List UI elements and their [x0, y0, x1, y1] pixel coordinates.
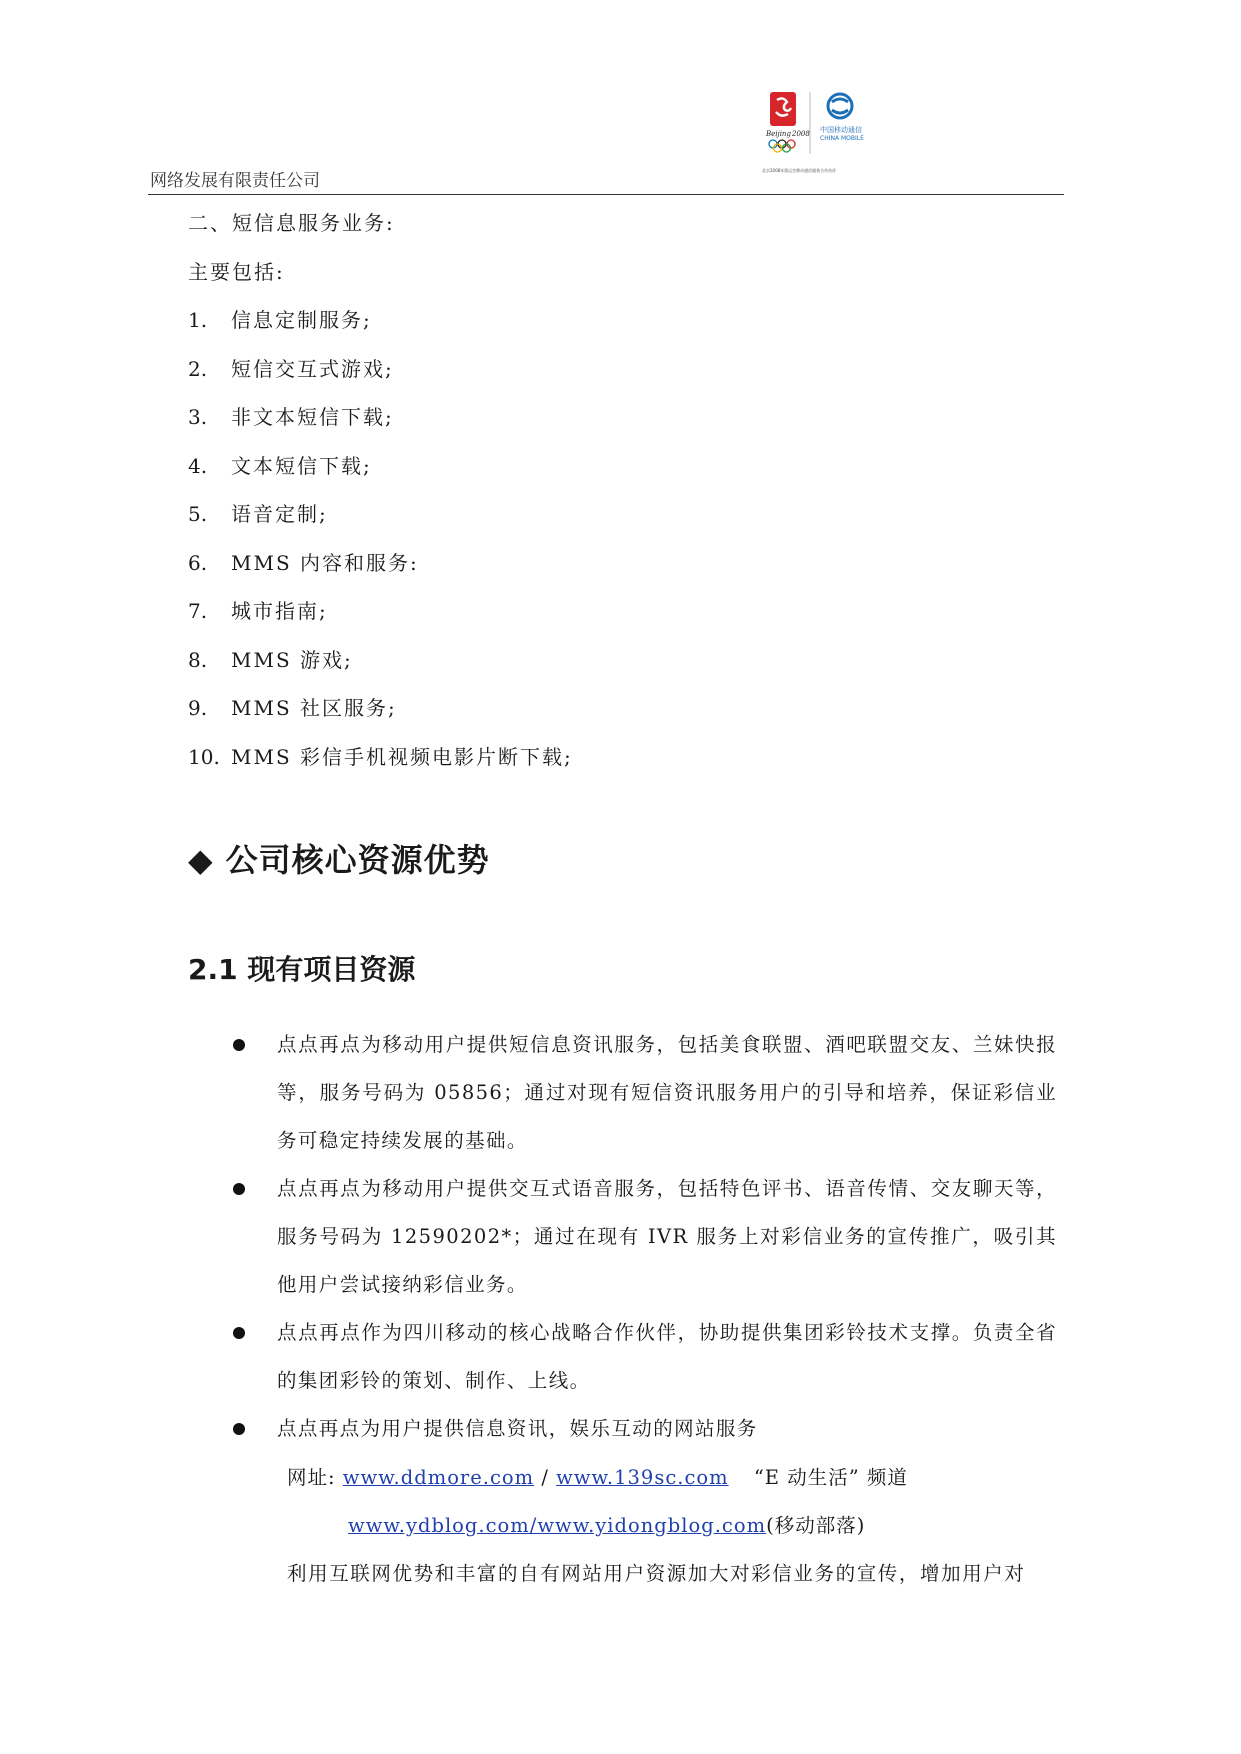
svg-text:CHINA MOBILE: CHINA MOBILE: [820, 135, 864, 142]
sms-section-title: 二、短信息服务业务:: [188, 211, 395, 235]
bullet-paragraph: 点点再点为移动用户提供交互式语音服务，包括特色评书、语音传情、交友聊天等，服务号码为 12590202*；通过在现有 IVR 服务上对彩信业务的宣传推广，吸引其他用户尝试接纳彩信业务。: [277, 1177, 1057, 1296]
list-item: 7. 城市指南;: [188, 599, 328, 623]
bullet-paragraph: 点点再点为移动用户提供短信息资讯服务，包括美食联盟、酒吧联盟交友、兰妹快报等，服务号码为 05856；通过对现有短信资讯服务用户的引导和培养，保证彩信业务可稳定持续发展的基础。: [277, 1033, 1057, 1152]
bullet-paragraph: 点点再点作为四川移动的核心战略合作伙伴，协助提供集团彩铃技术支撑。负责全省的集团彩铃的策划、制作、上线。: [277, 1321, 1057, 1392]
list-item: 1. 信息定制服务;: [188, 308, 372, 332]
link-note: (移动部落): [766, 1514, 866, 1537]
diamond-bullet-icon: ◆: [188, 841, 214, 879]
list-item: 5. 语音定制;: [188, 502, 328, 526]
bullet-dot-icon: [233, 1183, 245, 1195]
website-line: [287, 1462, 908, 1490]
link-ddmore[interactable]: www.ddmore.com: [342, 1466, 535, 1489]
list-item: 6. MMS 内容和服务:: [188, 551, 419, 575]
website-label: 网址:: [287, 1466, 336, 1489]
olympic-rings-icon: [769, 140, 795, 152]
list-item: 9. MMS 社区服务;: [188, 696, 397, 720]
svg-text:2008: 2008: [792, 130, 810, 138]
logo-tagline: 北京2008年奥运会移动通信服务合作伙伴: [762, 168, 837, 173]
beijing-seal-icon: [770, 92, 796, 126]
link-139sc[interactable]: www.139sc.com: [556, 1466, 729, 1489]
closing-paragraph: 利用互联网优势和丰富的自有网站用户资源加大对彩信业务的宣传，增加用户对: [287, 1562, 1026, 1585]
bullet-paragraph: 点点再点为用户提供信息资讯，娱乐互动的网站服务: [277, 1417, 758, 1440]
bullet-dot-icon: [233, 1327, 245, 1339]
olympic-china-mobile-logo: [762, 92, 892, 192]
list-item: 2. 短信交互式游戏;: [188, 357, 394, 381]
website-line-2: [348, 1510, 865, 1538]
sub-heading: 2.1 现有项目资源: [188, 953, 416, 986]
link-ydblog[interactable]: www.ydblog.com/www.yidongblog.com: [348, 1514, 767, 1537]
bullet-dot-icon: [233, 1039, 245, 1051]
svg-text:Beijing: Beijing: [766, 130, 791, 138]
core-heading: ◆ 公司核心资源优势: [188, 841, 490, 879]
bullet-dot-icon: [233, 1423, 245, 1435]
china-mobile-icon: [828, 94, 852, 118]
list-item: 3. 非文本短信下载;: [188, 405, 394, 429]
svg-text:中国移动通信: 中国移动通信: [820, 126, 862, 134]
link-separator: /: [541, 1466, 549, 1489]
header-divider: [148, 194, 1064, 195]
sms-intro: 主要包括:: [188, 260, 285, 284]
list-item: 8. MMS 游戏;: [188, 648, 353, 672]
channel-name: “E 动生活” 频道: [753, 1466, 908, 1489]
header-company-name: 网络发展有限责任公司: [150, 171, 320, 191]
list-item: 4. 文本短信下载;: [188, 454, 372, 478]
list-item: 10. MMS 彩信手机视频电影片断下载;: [188, 745, 573, 769]
